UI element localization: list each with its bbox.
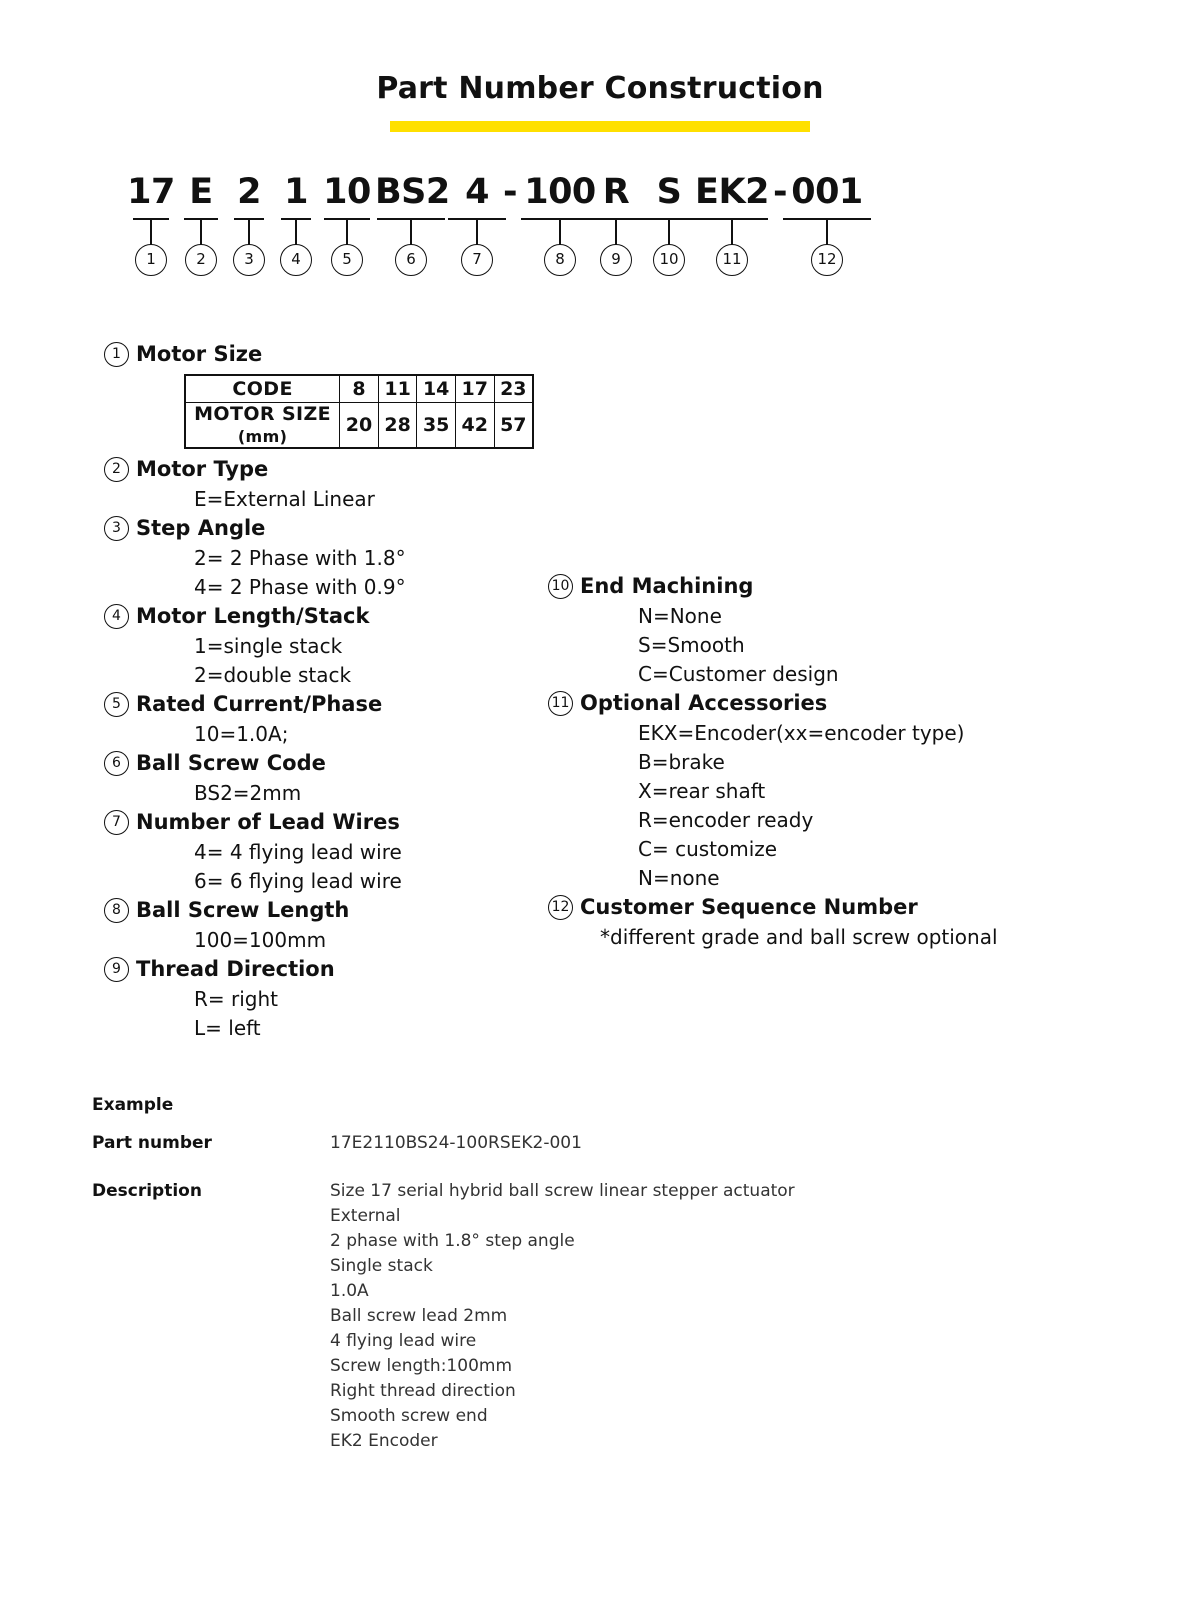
page-title: Part Number Construction xyxy=(376,71,824,106)
part-number-segment xyxy=(462,172,492,212)
part-number-segment xyxy=(654,172,684,212)
part-number-segment xyxy=(790,172,864,212)
item-option: 10=1.0A; xyxy=(194,721,289,746)
part-number-segment xyxy=(234,172,264,212)
leader-stem xyxy=(200,218,202,246)
legend-column-right xyxy=(548,572,1068,952)
description-lines xyxy=(330,1179,1092,1454)
item-option: 4= 2 Phase with 0.9° xyxy=(194,574,406,599)
item-number-bubble: 11 xyxy=(548,691,573,716)
legend-item-customer-sequence-number xyxy=(548,893,1068,952)
description-line: Size 17 serial hybrid ball screw linear stepper actuator xyxy=(330,1181,795,1201)
part-number-diagram xyxy=(128,172,888,287)
item-number-bubble: 4 xyxy=(104,604,129,629)
item-option: C= customize xyxy=(638,837,778,861)
leader-stem xyxy=(668,218,670,246)
item-option: BS2=2mm xyxy=(194,780,302,805)
part-number-segment-code: 001 xyxy=(791,172,863,212)
part-number-segment xyxy=(375,172,450,212)
leader-stem xyxy=(731,218,733,246)
legend-item-number-of-lead-wires xyxy=(104,808,534,896)
leader-stem xyxy=(346,218,348,246)
description-line: External xyxy=(330,1206,401,1226)
item-option: 1=single stack xyxy=(194,633,343,658)
item-number-bubble: 7 xyxy=(104,810,129,835)
example-heading: Example xyxy=(92,1095,174,1115)
part-number-index-bubble: 12 xyxy=(811,244,843,276)
table-header-motor-size xyxy=(185,402,340,448)
part-number-value: 17E2110BS24-100RSEK2-001 xyxy=(330,1133,582,1153)
table-cell: 28 xyxy=(378,402,417,448)
part-number-segment xyxy=(281,172,311,212)
item-title: Optional Accessories xyxy=(580,691,828,715)
part-number-index-bubble: 5 xyxy=(331,244,363,276)
part-number-index-bubble: 4 xyxy=(280,244,312,276)
item-option: S=Smooth xyxy=(638,633,745,657)
table-row xyxy=(185,402,533,448)
legend-item-motor-size xyxy=(104,340,534,449)
leader-stem xyxy=(150,218,152,246)
item-title: Rated Current/Phase xyxy=(136,691,383,716)
example-description-row xyxy=(92,1179,1092,1454)
item-option: EKX=Encoder(xx=encoder type) xyxy=(638,721,965,745)
description-line: 1.0A xyxy=(330,1281,369,1301)
part-number-index-bubble: 10 xyxy=(653,244,685,276)
item-title: Thread Direction xyxy=(136,956,335,981)
leader-stem xyxy=(295,218,297,246)
table-cell: 11 xyxy=(378,375,417,402)
example-block xyxy=(92,1093,1092,1454)
item-number-bubble: 2 xyxy=(104,457,129,482)
example-part-number-row xyxy=(92,1131,1092,1156)
part-number-index-bubble: 7 xyxy=(461,244,493,276)
part-number-index-bubble: 11 xyxy=(716,244,748,276)
part-number-segment xyxy=(524,172,596,212)
table-row xyxy=(185,375,533,402)
item-option: C=Customer design xyxy=(638,662,839,686)
item-title: Ball Screw Code xyxy=(136,750,326,775)
legend-item-rated-current-phase xyxy=(104,690,534,749)
part-number-segment-code: 100 xyxy=(524,172,596,212)
description-line: Screw length:100mm xyxy=(330,1356,513,1376)
item-option: X=rear shaft xyxy=(638,779,766,803)
item-option: N=none xyxy=(638,866,720,890)
item-title: End Machining xyxy=(580,574,754,598)
item-option: 100=100mm xyxy=(194,927,327,952)
item-option: 6= 6 flying lead wire xyxy=(194,868,402,893)
table-header-unit: (mm) xyxy=(237,426,288,446)
legend-item-motor-type xyxy=(104,455,534,514)
part-number-segment-code: 2 xyxy=(237,172,261,212)
leader-stem xyxy=(476,218,478,246)
motor-size-table xyxy=(184,374,534,449)
table-cell: 8 xyxy=(340,375,379,402)
item-number-bubble: 12 xyxy=(548,895,573,920)
part-number-segment-code: 17 xyxy=(127,172,175,212)
item-option: N=None xyxy=(638,604,722,628)
description-line: EK2 Encoder xyxy=(330,1431,438,1451)
leader-stem xyxy=(559,218,561,246)
table-header-motor-size-text: MOTOR SIZE xyxy=(194,402,332,425)
item-number-bubble: 6 xyxy=(104,751,129,776)
item-number-bubble: 8 xyxy=(104,898,129,923)
table-cell: 57 xyxy=(494,402,533,448)
part-number-segment-code: R xyxy=(602,172,630,212)
item-option: 2= 2 Phase with 1.8° xyxy=(194,545,406,570)
item-option: R= right xyxy=(194,986,279,1011)
part-number-index-bubble: 2 xyxy=(185,244,217,276)
item-option: B=brake xyxy=(638,750,725,774)
part-number-segment-code: 4 xyxy=(465,172,489,212)
item-footnote: *different grade and ball screw optional xyxy=(600,925,998,949)
item-title: Ball Screw Length xyxy=(136,897,350,922)
leader-stem xyxy=(826,218,828,246)
part-number-segment-code: EK2 xyxy=(695,172,769,212)
legend-item-step-angle xyxy=(104,514,534,602)
title-block xyxy=(0,72,1200,132)
legend-column-left xyxy=(104,340,534,1043)
item-option: L= left xyxy=(194,1015,261,1040)
item-option: 4= 4 flying lead wire xyxy=(194,839,402,864)
item-title: Motor Size xyxy=(136,342,263,366)
description-line: Smooth screw end xyxy=(330,1406,488,1426)
legend-item-thread-direction xyxy=(104,955,534,1043)
item-number-bubble: 5 xyxy=(104,692,129,717)
part-number-separator: - xyxy=(773,172,788,212)
table-header-code: CODE xyxy=(185,375,340,402)
item-option: E=External Linear xyxy=(194,486,375,511)
part-number-separator: - xyxy=(503,172,518,212)
legend-item-motor-length-stack xyxy=(104,602,534,690)
legend-item-ball-screw-length xyxy=(104,896,534,955)
part-number-segment xyxy=(601,172,631,212)
description-line: Ball screw lead 2mm xyxy=(330,1306,508,1326)
item-title: Motor Type xyxy=(136,456,269,481)
description-line: 4 flying lead wire xyxy=(330,1331,477,1351)
part-number-index-bubble: 1 xyxy=(135,244,167,276)
leader-stem xyxy=(615,218,617,246)
legend-item-ball-screw-code xyxy=(104,749,534,808)
part-number-index-bubble: 3 xyxy=(233,244,265,276)
description-line: 2 phase with 1.8° step angle xyxy=(330,1231,575,1251)
part-number-segment-code: BS2 xyxy=(375,172,450,212)
legend-item-end-machining xyxy=(548,572,1068,689)
part-number-segment xyxy=(186,172,216,212)
description-label: Description xyxy=(92,1181,202,1201)
description-line: Single stack xyxy=(330,1256,433,1276)
item-number-bubble: 10 xyxy=(548,574,573,599)
item-number-bubble: 3 xyxy=(104,516,129,541)
table-cell: 23 xyxy=(494,375,533,402)
leader-stem xyxy=(248,218,250,246)
title-accent-underline xyxy=(390,121,810,132)
table-cell: 17 xyxy=(455,375,494,402)
item-number-bubble: 1 xyxy=(104,342,129,367)
part-number-index-bubble: 6 xyxy=(395,244,427,276)
item-title: Motor Length/Stack xyxy=(136,603,370,628)
leader-stem xyxy=(410,218,412,246)
part-number-segment-code: S xyxy=(656,172,682,212)
table-cell: 35 xyxy=(417,402,456,448)
part-number-segment-code: 10 xyxy=(323,172,371,212)
table-cell: 42 xyxy=(455,402,494,448)
item-option: 2=double stack xyxy=(194,662,352,687)
part-number-segment-code: 1 xyxy=(284,172,308,212)
legend-item-optional-accessories xyxy=(548,689,1068,893)
item-title: Number of Lead Wires xyxy=(136,809,400,834)
table-cell: 20 xyxy=(340,402,379,448)
item-option: R=encoder ready xyxy=(638,808,814,832)
part-number-segment-code: E xyxy=(189,172,213,212)
part-number-segment xyxy=(127,172,175,212)
part-number-index-bubble: 8 xyxy=(544,244,576,276)
item-title: Customer Sequence Number xyxy=(580,895,918,919)
part-number-index-bubble: 9 xyxy=(600,244,632,276)
table-cell: 14 xyxy=(417,375,456,402)
item-number-bubble: 9 xyxy=(104,957,129,982)
part-number-label: Part number xyxy=(92,1133,212,1153)
item-title: Step Angle xyxy=(136,515,266,540)
part-number-segment xyxy=(323,172,371,212)
description-line: Right thread direction xyxy=(330,1381,516,1401)
part-number-segment xyxy=(695,172,769,212)
